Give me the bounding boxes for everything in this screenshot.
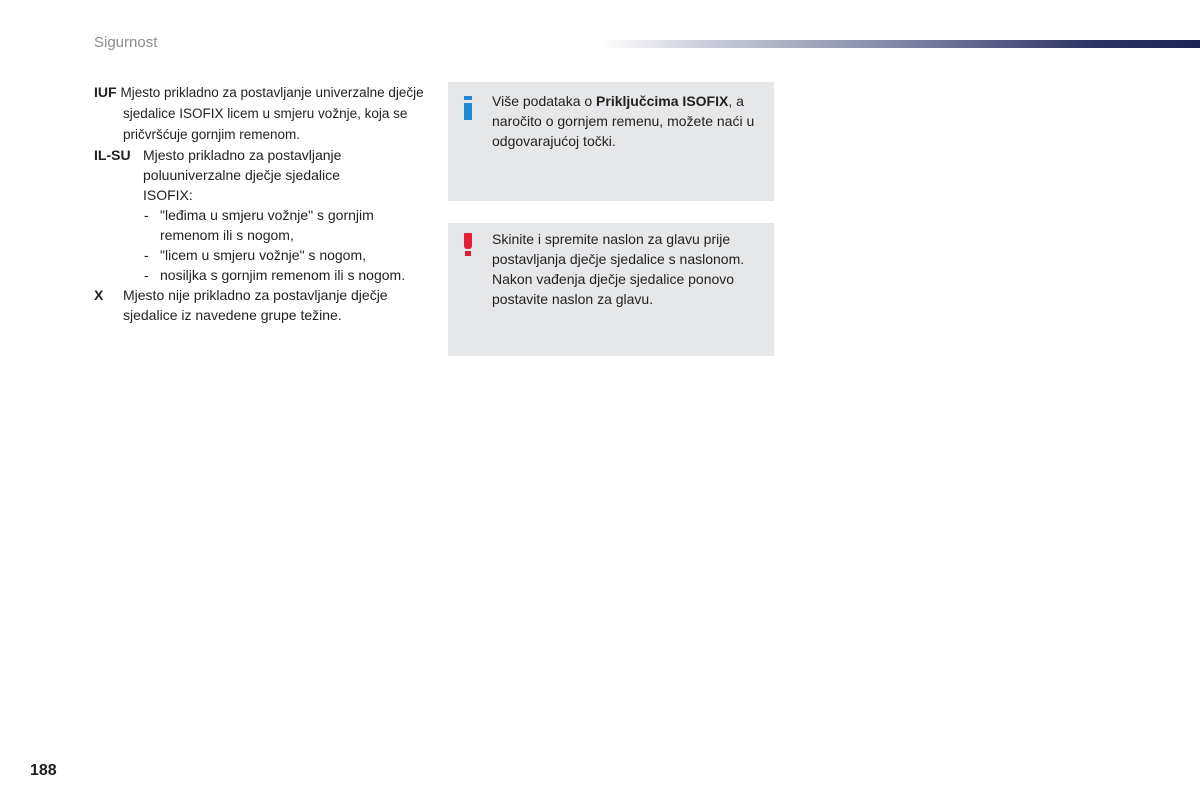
definition-term: IL-SU bbox=[94, 147, 131, 163]
warning-exclamation-icon bbox=[464, 233, 472, 257]
definition-text: Mjesto nije prikladno za postavljanje dječje sjedalice iz navedene grupe težine. bbox=[123, 287, 388, 323]
definition-text: Mjesto prikladno za postavljanje poluuniverzalne dječje sjedalice ISOFIX: bbox=[143, 147, 342, 203]
bullet-list bbox=[143, 205, 424, 285]
definition-term: X bbox=[94, 287, 104, 303]
bullet-dash: - bbox=[144, 267, 149, 283]
list-item-text: nosiljka s gornjim remenom ili s nogom. bbox=[160, 267, 406, 283]
definition-text: Mjesto prikladno za postavljanje univerzalne dječje sjedalice ISOFIX licem u smjeru vožnje, koja se pričvršćuje gornjim remenom. bbox=[120, 85, 424, 142]
list-item-text: "leđima u smjeru vožnje" s gornjim remenom ili s nogom, bbox=[160, 207, 374, 243]
header-gradient-bar bbox=[600, 40, 1200, 48]
definitions-column bbox=[94, 82, 424, 325]
section-title: Sigurnost bbox=[94, 34, 158, 51]
info-text-bold: Priključcima ISOFIX bbox=[596, 93, 729, 109]
definition-x bbox=[94, 285, 424, 325]
page-number: 188 bbox=[30, 762, 57, 779]
warning-text bbox=[492, 229, 768, 309]
warning-box bbox=[448, 223, 774, 356]
info-text-end: , a naročito o gornjem remenu, možete naći u odgovarajućoj točki. bbox=[492, 93, 755, 149]
bullet-dash: - bbox=[144, 247, 149, 263]
definition-iuf bbox=[94, 82, 424, 145]
info-box bbox=[448, 82, 774, 201]
list-item bbox=[143, 205, 424, 245]
info-text bbox=[492, 91, 768, 151]
bullet-dash: - bbox=[144, 207, 149, 223]
info-icon bbox=[464, 96, 472, 120]
info-text-start: Više podataka o bbox=[492, 93, 597, 109]
warning-paragraph: Nakon vađenja dječje sjedalice ponovo postavite naslon za glavu. bbox=[492, 271, 735, 307]
warning-paragraph: Skinite i spremite naslon za glavu prije postavljanja dječje sjedalice s naslonom. bbox=[492, 231, 745, 267]
list-item-text: "licem u smjeru vožnje" s nogom, bbox=[160, 247, 367, 263]
list-item bbox=[143, 265, 424, 285]
list-item bbox=[143, 245, 424, 265]
definition-ilsu bbox=[94, 145, 424, 285]
definition-term: IUF bbox=[94, 84, 117, 100]
